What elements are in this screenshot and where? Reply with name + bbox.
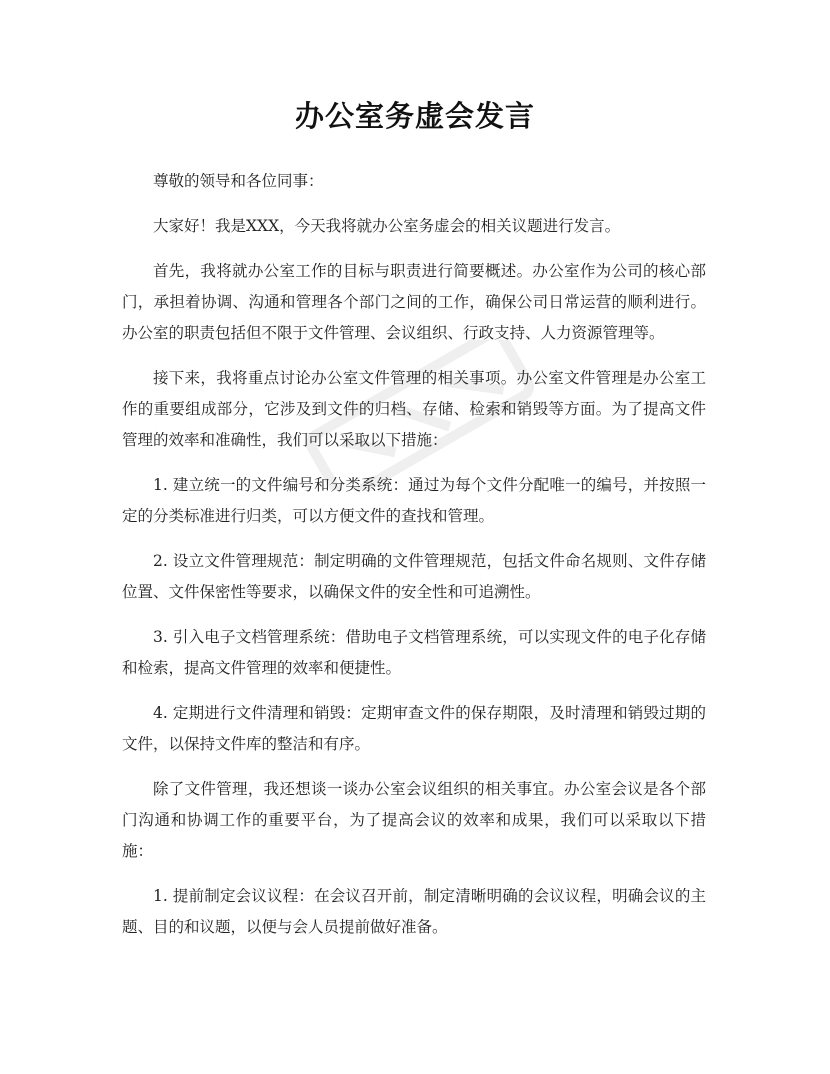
file-measure-3: 3. 引入电子文档管理系统：借助电子文档管理系统，可以实现文件的电子化存储和检索，提高文件管理的效率和便捷性。 (122, 628, 706, 677)
file-measure-2: 2. 设立文件管理规范：制定明确的文件管理规范，包括文件命名规则、文件存储位置、文件保密性等要求，以确保文件的安全性和可追溯性。 (122, 552, 706, 601)
salutation: 尊敬的领导和各位同事： (153, 172, 324, 190)
document-title: 办公室务虚会发言 (294, 99, 535, 133)
document-body (122, 166, 706, 957)
greeting-paragraph: 大家好！我是XXX，今天我将就办公室务虚会的相关议题进行发言。 (153, 217, 621, 235)
file-management-intro: 接下来，我将重点讨论办公室文件管理的相关事项。办公室文件管理是办公室工作的重要组成部分，它涉及到文件的归档、存储、检索和销毁等方面。为了提高文件管理的效率和准确性，我们可以采取以下措施： (122, 369, 706, 449)
meeting-intro: 除了文件管理，我还想谈一谈办公室会议组织的相关事宜。办公室会议是各个部门沟通和协调工作的重要平台，为了提高会议的效率和成果，我们可以采取以下措施： (122, 780, 706, 860)
overview-paragraph: 首先，我将就办公室工作的目标与职责进行简要概述。办公室作为公司的核心部门，承担着协调、沟通和管理各个部门之间的工作，确保公司日常运营的顺利进行。办公室的职责包括但不限于文件管理、会议组织、行政支持、人力资源管理等。 (122, 262, 706, 342)
file-measure-4: 4. 定期进行文件清理和销毁：定期审查文件的保存期限，及时清理和销毁过期的文件，以保持文件库的整洁和有序。 (122, 704, 706, 753)
file-measure-1: 1. 建立统一的文件编号和分类系统：通过为每个文件分配唯一的编号，并按照一定的分类标准进行归类，可以方便文件的查找和管理。 (122, 476, 706, 525)
meeting-measure-1: 1. 提前制定会议议程：在会议召开前，制定清晰明确的会议议程，明确会议的主题、目的和议题，以便与会人员提前做好准备。 (122, 887, 706, 936)
